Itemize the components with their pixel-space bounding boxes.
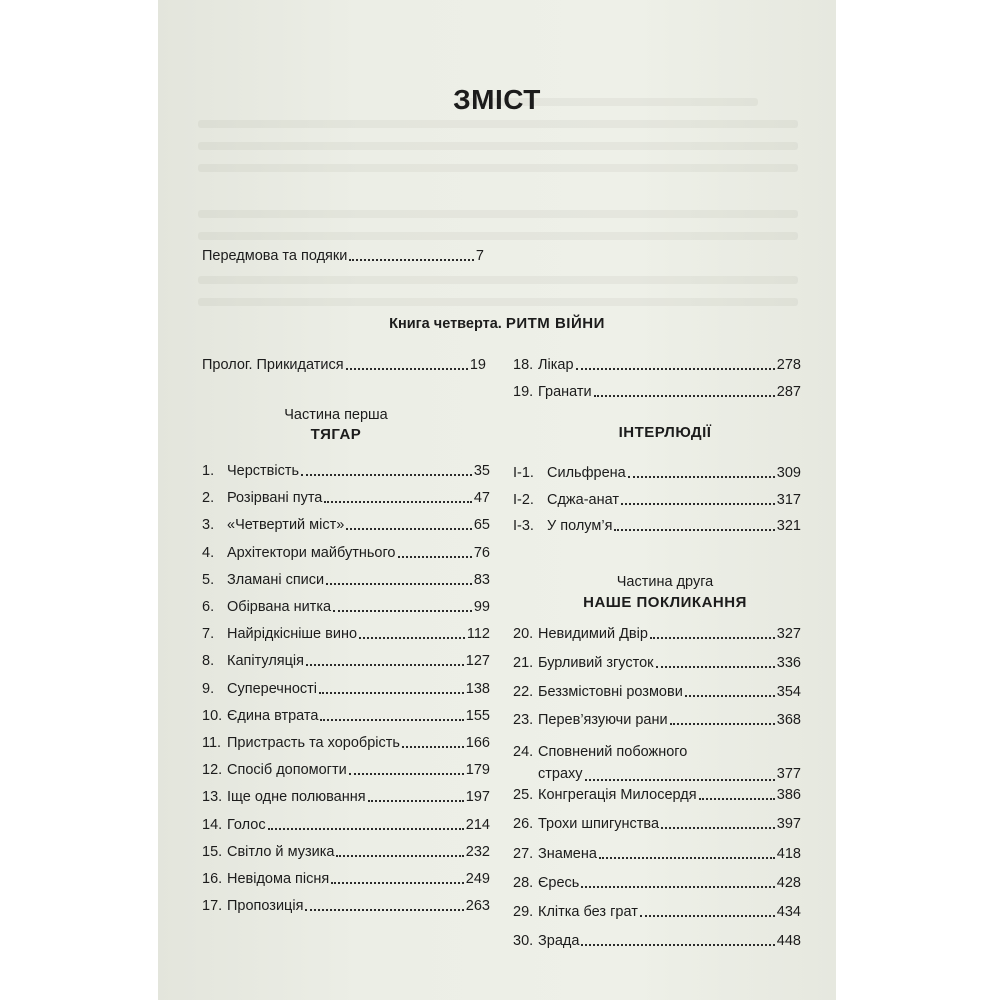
part-two-title: НАШЕ ПОКЛИКАННЯ bbox=[583, 594, 747, 611]
dot-leader bbox=[349, 773, 464, 775]
dot-leader bbox=[621, 503, 775, 505]
toc-entry-number: 14. bbox=[202, 816, 223, 833]
dot-leader bbox=[650, 637, 775, 639]
toc-entry-label: Пропозиція bbox=[227, 898, 304, 915]
toc-entry-page: 309 bbox=[776, 465, 801, 481]
toc-entry-label: У полум’я bbox=[547, 518, 613, 534]
toc-entry-page: 127 bbox=[465, 653, 490, 670]
toc-entry bbox=[202, 516, 490, 534]
toc-entry bbox=[202, 843, 490, 861]
toc-entry bbox=[513, 711, 801, 729]
toc-entry-page: 76 bbox=[473, 544, 490, 561]
toc-entry-number: 28. bbox=[513, 875, 534, 891]
dot-leader bbox=[402, 746, 464, 748]
toc-entry-page: 83 bbox=[473, 571, 490, 588]
toc-entry bbox=[202, 707, 490, 725]
toc-entry-page: 386 bbox=[776, 787, 801, 803]
toc-entry-page: 377 bbox=[776, 766, 801, 782]
toc-entry-page: 336 bbox=[776, 655, 801, 671]
dot-leader bbox=[576, 368, 775, 370]
toc-entry bbox=[202, 571, 490, 589]
toc-entry-number: 8. bbox=[202, 653, 215, 670]
toc-entry-page: 138 bbox=[465, 680, 490, 697]
toc-entry-label: Зламані списи bbox=[227, 571, 325, 588]
toc-entry-label: Суперечності bbox=[227, 680, 318, 697]
toc-entry-label: Лікар bbox=[538, 357, 574, 373]
toc-entry-number: 26. bbox=[513, 816, 534, 832]
toc-entry-label: Найрідкісніше вино bbox=[227, 626, 358, 643]
toc-entry bbox=[202, 816, 490, 834]
toc-entry-label: Передмова та подяки bbox=[202, 248, 348, 264]
toc-entry bbox=[202, 652, 490, 670]
toc-entry-page: 434 bbox=[776, 904, 801, 920]
toc-entry-label: Сильфрена bbox=[547, 465, 626, 481]
toc-entry-label: Єдина втрата bbox=[227, 707, 319, 724]
toc-entry-label: Сджа-анат bbox=[547, 491, 619, 508]
toc-entry-label: Капітуляція bbox=[227, 653, 305, 670]
toc-entry-number: 25. bbox=[513, 787, 534, 803]
dot-leader bbox=[346, 368, 468, 370]
toc-entry-label: Клітка без грат bbox=[538, 904, 638, 920]
toc-entry-number: 29. bbox=[513, 904, 534, 920]
toc-entry-page: 354 bbox=[776, 684, 801, 700]
toc-entry bbox=[513, 491, 801, 509]
toc-entry bbox=[513, 874, 801, 892]
toc-entry-page: 249 bbox=[465, 871, 490, 887]
dot-leader bbox=[670, 723, 775, 725]
part-one-title: ТЯГАР bbox=[310, 426, 362, 443]
toc-entry bbox=[513, 786, 801, 804]
dot-leader bbox=[594, 395, 775, 397]
dot-leader bbox=[320, 719, 463, 721]
toc-entry bbox=[202, 761, 490, 779]
toc-entry bbox=[513, 903, 801, 921]
bleed-through-line bbox=[198, 120, 798, 128]
toc-entry bbox=[202, 734, 490, 752]
toc-entry bbox=[202, 544, 490, 562]
toc-entry-number: І-1. bbox=[513, 465, 534, 481]
dot-leader bbox=[268, 828, 464, 830]
toc-entry bbox=[513, 932, 801, 950]
toc-entry-number: 21. bbox=[513, 655, 534, 671]
toc-entry-page: 19 bbox=[469, 357, 486, 373]
toc-entry-label: Розірвані пута bbox=[227, 490, 323, 507]
toc-entry-number: 18. bbox=[513, 357, 534, 373]
toc-entry bbox=[202, 489, 490, 507]
toc-entry-page: 327 bbox=[776, 626, 801, 642]
toc-entry-label-continued: страху bbox=[538, 766, 583, 782]
book-heading-prefix: Книга четверта. bbox=[389, 316, 502, 332]
toc-entry-number: 5. bbox=[202, 571, 215, 588]
toc-entry-page: 278 bbox=[776, 357, 801, 373]
toc-entry-label: Зрада bbox=[538, 933, 580, 949]
toc-entry-page: 47 bbox=[473, 490, 490, 507]
dot-leader bbox=[599, 857, 775, 859]
page-title: ЗМІСТ bbox=[453, 84, 541, 115]
toc-entry-number: 3. bbox=[202, 517, 215, 534]
bleed-through-line bbox=[198, 276, 798, 284]
toc-entry bbox=[513, 464, 801, 482]
bleed-through-line bbox=[198, 232, 798, 240]
toc-entry bbox=[513, 517, 801, 535]
toc-entry-label: Перев’язуючи рани bbox=[538, 712, 668, 728]
book-heading-title: РИТМ ВІЙНИ bbox=[505, 315, 605, 332]
bleed-through-line bbox=[198, 164, 798, 172]
toc-entry bbox=[202, 598, 490, 616]
toc-entry bbox=[513, 356, 801, 374]
toc-entry bbox=[513, 741, 801, 785]
toc-entry-number: 15. bbox=[202, 843, 223, 860]
toc-entry bbox=[202, 788, 490, 806]
dot-leader bbox=[306, 664, 464, 666]
toc-entry bbox=[202, 462, 490, 480]
dot-leader bbox=[661, 827, 775, 829]
toc-entry-label: Світло й музика bbox=[227, 843, 335, 860]
toc-entry-number: 9. bbox=[202, 680, 215, 697]
toc-entry-page: 418 bbox=[776, 846, 801, 862]
toc-entry-number: 24. bbox=[513, 744, 534, 760]
toc-entry-label: Трохи шпигунства bbox=[538, 816, 660, 832]
toc-entry bbox=[513, 383, 801, 401]
toc-entry-page: 317 bbox=[776, 491, 801, 508]
toc-entry-preface bbox=[202, 247, 484, 265]
toc-entry-label: Знамена bbox=[538, 846, 597, 862]
toc-entry-label: Гранати bbox=[538, 384, 592, 400]
bleed-through-line bbox=[198, 298, 798, 306]
toc-entry-page: 7 bbox=[475, 248, 484, 264]
toc-entry-number: 12. bbox=[202, 762, 223, 779]
dot-leader bbox=[368, 800, 464, 802]
toc-entry-label: Конгрегація Милосердя bbox=[538, 787, 697, 803]
dot-leader bbox=[359, 637, 465, 639]
toc-entry-page: 448 bbox=[776, 933, 801, 949]
bleed-through-line bbox=[198, 142, 798, 150]
toc-entry-page: 65 bbox=[473, 517, 490, 534]
dot-leader bbox=[301, 474, 472, 476]
toc-entry bbox=[202, 625, 490, 643]
toc-entry-number: 1. bbox=[202, 463, 215, 479]
toc-entry-page: 214 bbox=[465, 816, 490, 833]
toc-entry-page: 428 bbox=[776, 875, 801, 891]
toc-entry-page: 197 bbox=[465, 789, 490, 806]
toc-entry-page: 155 bbox=[465, 707, 490, 724]
dot-leader bbox=[324, 501, 471, 503]
dot-leader bbox=[581, 944, 774, 946]
dot-leader bbox=[614, 529, 774, 531]
toc-entry-page: 287 bbox=[776, 384, 801, 400]
toc-entry-label: Голос bbox=[227, 816, 266, 833]
toc-entry-page: 166 bbox=[465, 735, 490, 751]
toc-entry-number: І-3. bbox=[513, 518, 534, 534]
dot-leader bbox=[331, 882, 464, 884]
toc-entry-label: Єресь bbox=[538, 875, 580, 891]
dot-leader bbox=[699, 798, 775, 800]
toc-entry-number: 20. bbox=[513, 626, 534, 642]
toc-entry-label: Обірвана нитка bbox=[227, 599, 332, 615]
dot-leader bbox=[349, 259, 474, 261]
toc-entry bbox=[513, 683, 801, 701]
toc-entry-number: І-2. bbox=[513, 491, 534, 508]
toc-entry-page: 263 bbox=[465, 898, 490, 915]
toc-entry-label: Пристрасть та хоробрість bbox=[227, 735, 400, 751]
toc-entry-label: Невідома пісня bbox=[227, 871, 330, 887]
dot-leader bbox=[628, 476, 775, 478]
bleed-through-line bbox=[198, 210, 798, 218]
toc-entry-number: 13. bbox=[202, 789, 223, 806]
toc-entry-page: 35 bbox=[473, 463, 490, 479]
dot-leader bbox=[346, 528, 472, 530]
dot-leader bbox=[319, 692, 464, 694]
toc-entry-number: 16. bbox=[202, 871, 223, 887]
toc-entry-label: «Четвертий міст» bbox=[227, 517, 345, 534]
toc-entry bbox=[202, 870, 490, 888]
toc-entry-page: 179 bbox=[465, 762, 490, 779]
toc-entry-number: 11. bbox=[202, 735, 222, 751]
dot-leader bbox=[656, 666, 775, 668]
dot-leader bbox=[585, 779, 775, 781]
toc-entry-label: Бурливий згусток bbox=[538, 655, 654, 671]
toc-entry-label: Невидимий Двір bbox=[538, 626, 648, 642]
toc-entry-label: Іще одне полювання bbox=[227, 789, 366, 806]
part-one-label: Частина перша bbox=[284, 407, 388, 423]
toc-entry-number: 7. bbox=[202, 626, 215, 643]
dot-leader bbox=[398, 556, 472, 558]
toc-entry-number: 27. bbox=[513, 846, 534, 862]
toc-entry-number: 4. bbox=[202, 544, 215, 561]
dot-leader bbox=[685, 695, 775, 697]
toc-entry-number: 22. bbox=[513, 684, 534, 700]
toc-entry-number: 19. bbox=[513, 384, 534, 400]
book-heading bbox=[158, 315, 836, 332]
toc-entry-page: 368 bbox=[776, 712, 801, 728]
dot-leader bbox=[640, 915, 775, 917]
toc-entry-number: 6. bbox=[202, 599, 215, 615]
dot-leader bbox=[305, 909, 463, 911]
toc-entry-number: 23. bbox=[513, 712, 534, 728]
dot-leader bbox=[581, 886, 774, 888]
book-page bbox=[158, 0, 836, 1000]
part-two-label: Частина друга bbox=[616, 574, 714, 590]
toc-entry-label: Спосіб допомогти bbox=[227, 762, 347, 779]
toc-entry bbox=[513, 654, 801, 672]
toc-entry bbox=[202, 680, 490, 698]
toc-entry-number: 2. bbox=[202, 490, 215, 507]
toc-entry-number: 30. bbox=[513, 933, 534, 949]
toc-entry-page: 321 bbox=[776, 518, 801, 534]
toc-entry-prologue bbox=[202, 356, 486, 374]
toc-entry-page: 232 bbox=[465, 843, 490, 860]
toc-entry-label: Беззмістовні розмови bbox=[538, 684, 683, 700]
toc-entry bbox=[513, 625, 801, 643]
toc-entry-number: 10. bbox=[202, 707, 223, 724]
interludes-title: ІНТЕРЛЮДІЇ bbox=[618, 424, 712, 441]
toc-entry bbox=[513, 815, 801, 833]
dot-leader bbox=[333, 610, 472, 612]
toc-entry-label: Сповнений побожного bbox=[538, 744, 688, 760]
toc-entry-label: Черствість bbox=[227, 463, 300, 479]
toc-entry-number: 17. bbox=[202, 898, 223, 915]
toc-entry bbox=[513, 845, 801, 863]
toc-entry-label: Архітектори майбутнього bbox=[227, 544, 396, 561]
toc-entry bbox=[202, 897, 490, 915]
toc-entry-label: Пролог. Прикидатися bbox=[202, 357, 344, 373]
toc-entry-page: 397 bbox=[776, 816, 801, 832]
toc-entry-page: 99 bbox=[473, 599, 490, 615]
toc-entry-page: 112 bbox=[466, 626, 490, 643]
dot-leader bbox=[326, 583, 472, 585]
dot-leader bbox=[336, 855, 463, 857]
